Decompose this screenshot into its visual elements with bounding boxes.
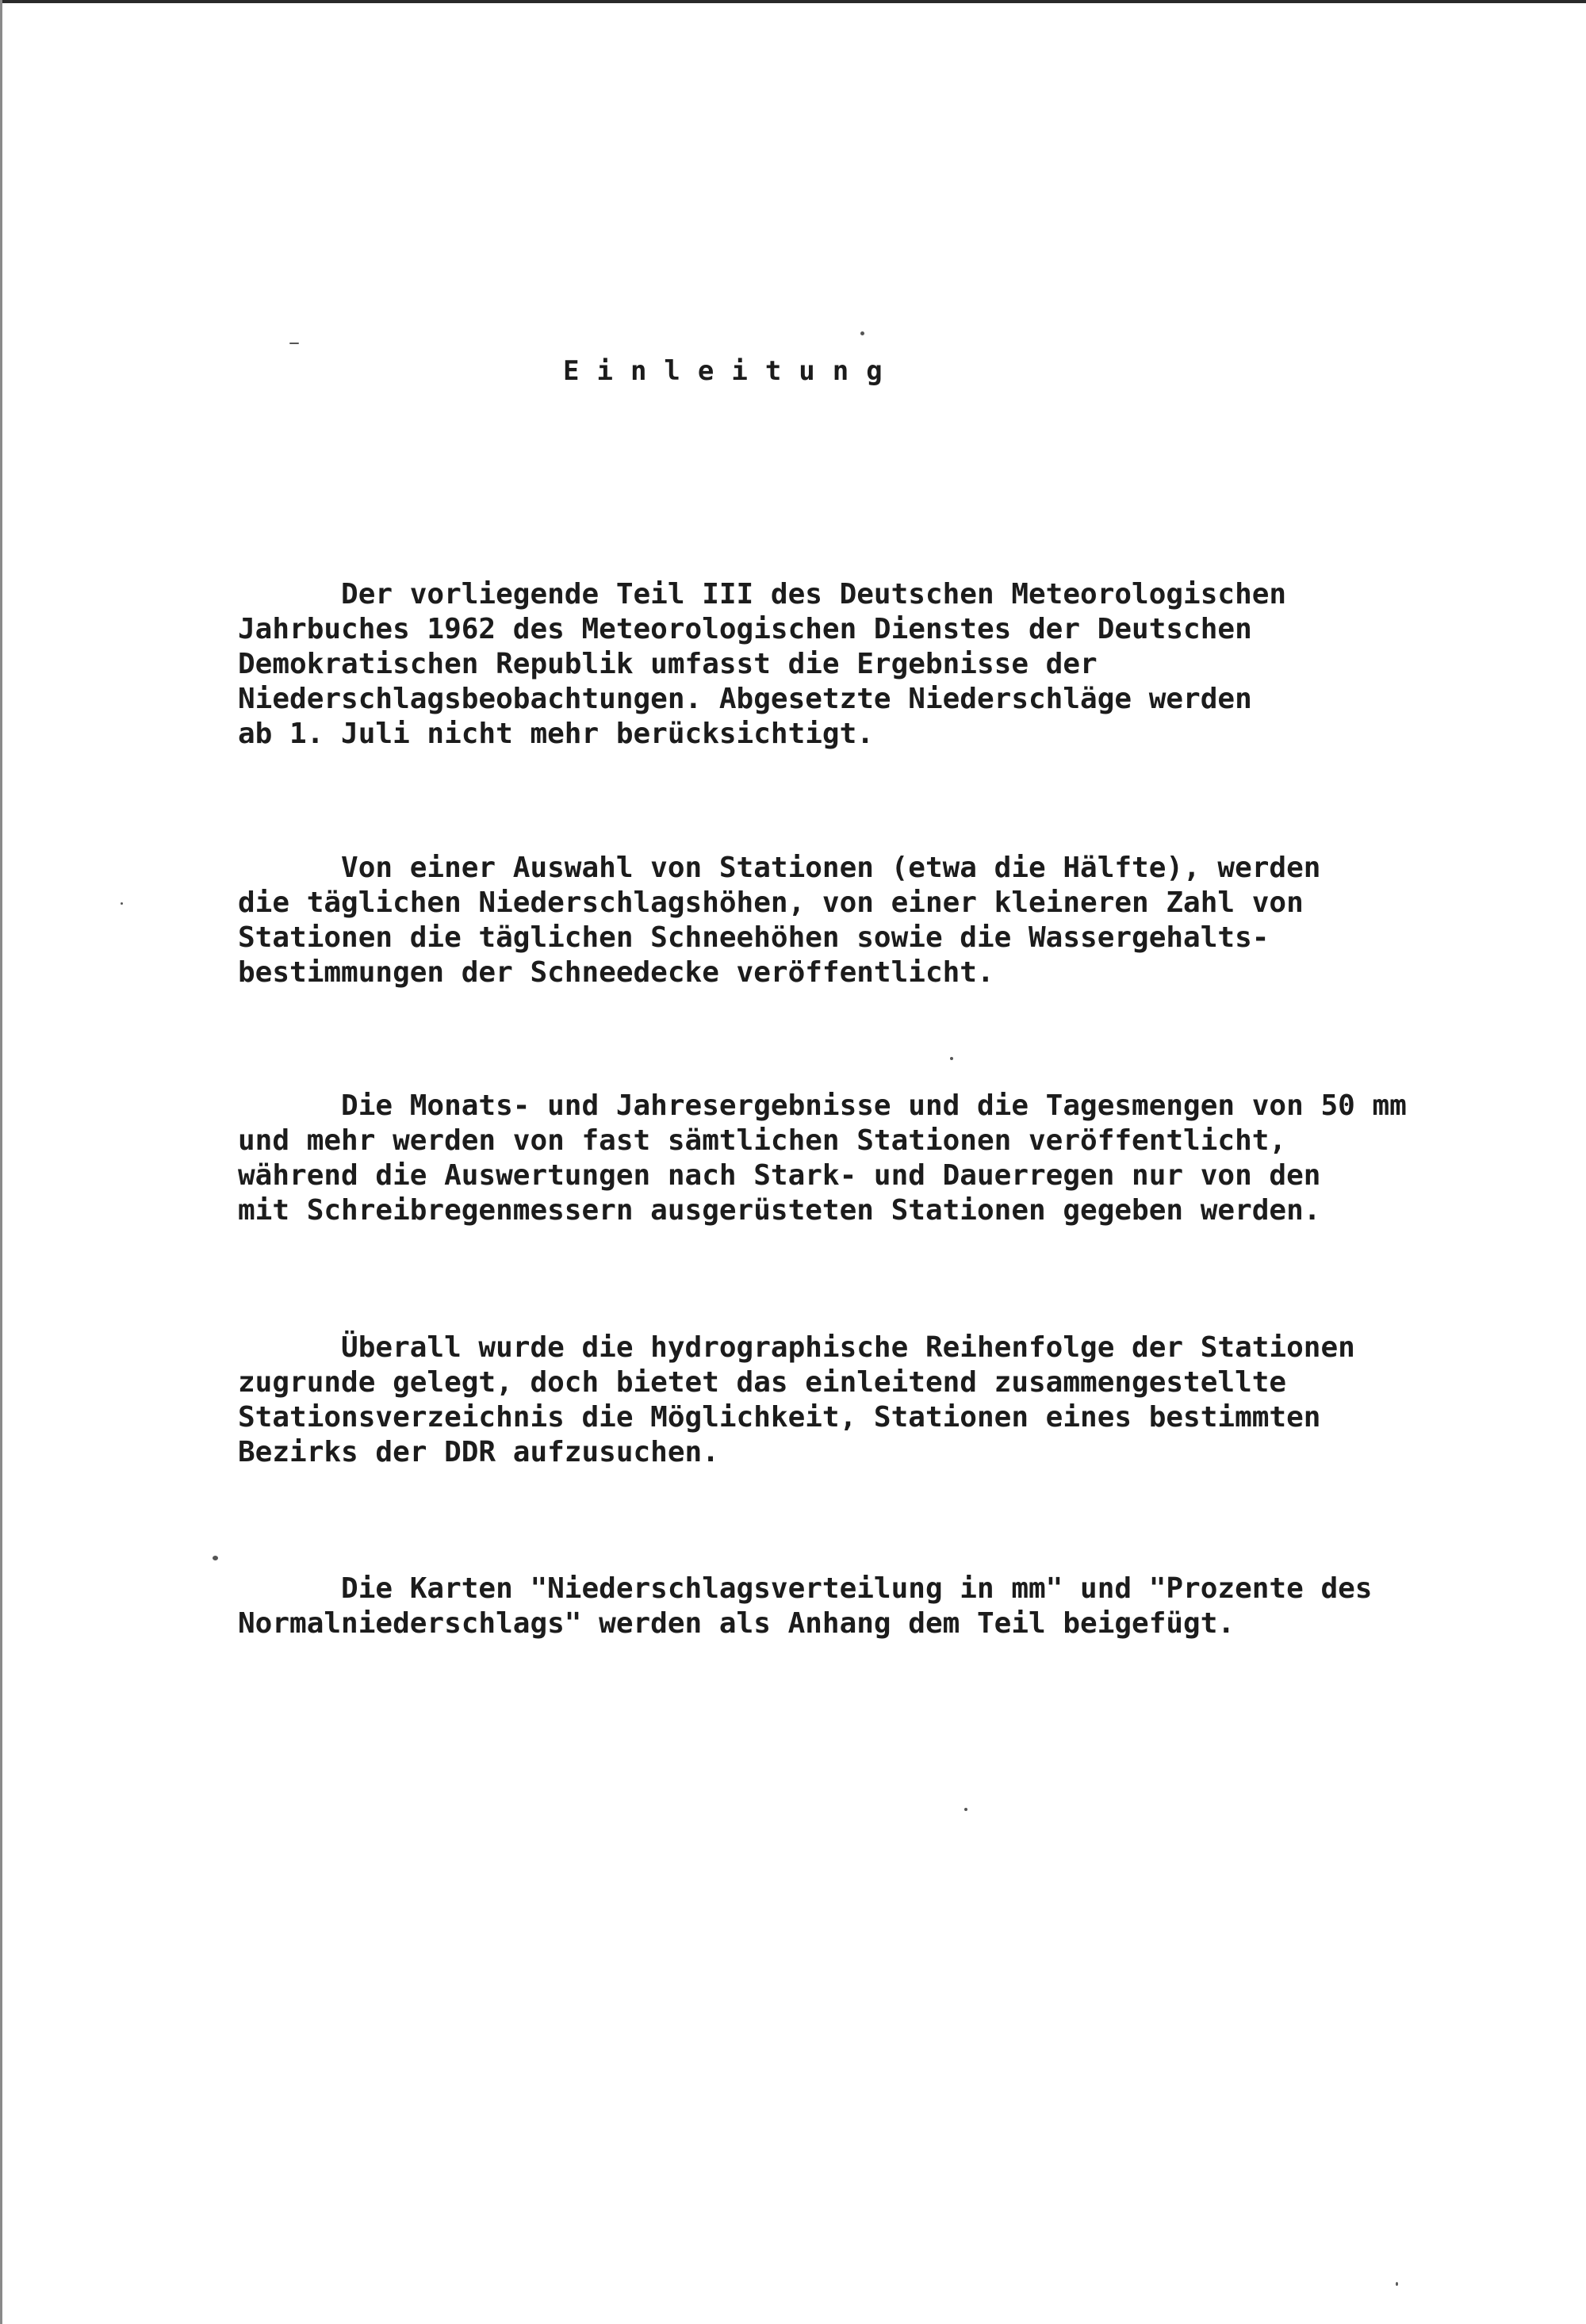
page-title: Einleitung (563, 355, 900, 387)
scan-speck (1396, 2282, 1398, 2286)
paragraph-line: Der vorliegende Teil III des Deutschen Meteorologischen (238, 578, 1287, 611)
scan-speck (121, 902, 123, 905)
paragraph-ordering (238, 1330, 1355, 1470)
scan-speck (860, 331, 864, 335)
scan-speck (950, 1057, 953, 1060)
paragraph-station-selection (238, 851, 1320, 990)
paragraph-intro (238, 577, 1286, 752)
paragraph-line: Bezirks der DDR aufzusuchen. (238, 1436, 719, 1468)
paragraph-line: zugrunde gelegt, doch bietet das einleitend zusammengestellte (238, 1366, 1287, 1399)
paragraph-results (238, 1089, 1407, 1228)
paragraph-line: Demokratischen Republik umfasst die Ergebnisse der (238, 648, 1098, 680)
paragraph-line: ab 1. Juli nicht mehr berücksichtigt. (238, 718, 874, 750)
scan-speck (213, 1556, 218, 1560)
paragraph-line: die täglichen Niederschlagshöhen, von einer kleineren Zahl von (238, 886, 1304, 919)
scan-speck (289, 343, 299, 344)
scan-speck (964, 1808, 967, 1811)
paragraph-maps (238, 1572, 1372, 1641)
paragraph-line: während die Auswertungen nach Stark- und Dauerregen nur von den (238, 1159, 1321, 1192)
paragraph-line: Niederschlagsbeobachtungen. Abgesetzte Niederschläge werden (238, 683, 1252, 715)
paragraph-line: Von einer Auswahl von Stationen (etwa die Hälfte), werden (238, 852, 1321, 884)
left-border-line (0, 0, 2, 2324)
paragraph-line: und mehr werden von fast sämtlichen Stationen veröffentlicht, (238, 1124, 1287, 1157)
paragraph-line: Stationen die täglichen Schneehöhen sowie die Wassergehalts- (238, 921, 1270, 954)
paragraph-line: bestimmungen der Schneedecke veröffentlicht. (238, 956, 994, 989)
paragraph-line: mit Schreibregenmessern ausgerüsteten Stationen gegeben werden. (238, 1194, 1321, 1227)
paragraph-line: Jahrbuches 1962 des Meteorologischen Dienstes der Deutschen (238, 613, 1252, 645)
paragraph-line: Die Karten "Niederschlagsverteilung in mm" und "Prozente des (238, 1572, 1373, 1605)
paragraph-line: Normalniederschlags" werden als Anhang dem Teil beigefügt. (238, 1607, 1235, 1640)
paragraph-line: Die Monats- und Jahresergebnisse und die Tagesmengen von 50 mm (238, 1089, 1407, 1122)
paragraph-line: Überall wurde die hydrographische Reihenfolge der Stationen (238, 1331, 1355, 1364)
paragraph-line: Stationsverzeichnis die Möglichkeit, Stationen eines bestimmten (238, 1401, 1321, 1434)
top-border-line (0, 0, 1586, 3)
